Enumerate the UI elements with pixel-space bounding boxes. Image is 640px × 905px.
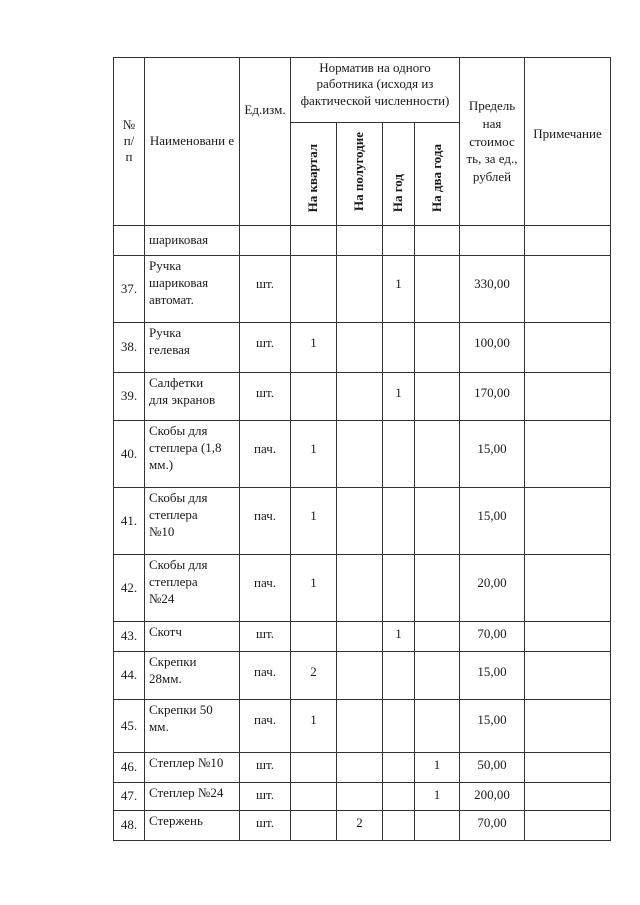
cell-price: 50,00 — [460, 753, 525, 783]
table-row — [114, 256, 611, 323]
cell-quarter: 1 — [291, 700, 337, 753]
cell-halfyear — [337, 256, 383, 323]
cell-unit: шт. — [240, 783, 291, 811]
header-year-text: На год — [390, 173, 406, 213]
cell-two-years — [415, 652, 460, 700]
cell-price: 100,00 — [460, 323, 525, 373]
cell-two-years — [415, 555, 460, 622]
cell-num: 38. — [114, 323, 145, 373]
cell-name: шариковая — [145, 226, 240, 256]
header-price — [460, 58, 525, 226]
cell-unit: шт. — [240, 753, 291, 783]
table-row — [114, 323, 611, 373]
cell-two-years — [415, 622, 460, 652]
header-year — [383, 123, 415, 226]
cell-note — [525, 323, 611, 373]
cell-num: 37. — [114, 256, 145, 323]
cell-year — [383, 652, 415, 700]
cell-note — [525, 622, 611, 652]
cell-price: 15,00 — [460, 652, 525, 700]
cell-two-years — [415, 323, 460, 373]
cell-halfyear — [337, 622, 383, 652]
cell-name: Скрепки 28мм. — [145, 652, 240, 700]
header-num-text: № п/ п — [122, 116, 136, 165]
cell-price: 15,00 — [460, 488, 525, 555]
cell-unit: пач. — [240, 421, 291, 488]
cell-two-years — [415, 488, 460, 555]
cell-note — [525, 753, 611, 783]
cell-price: 70,00 — [460, 811, 525, 841]
header-note-text: Примечание — [533, 126, 602, 141]
cell-halfyear — [337, 555, 383, 622]
cell-halfyear — [337, 753, 383, 783]
table-row — [114, 421, 611, 488]
cell-quarter — [291, 622, 337, 652]
cell-price: 70,00 — [460, 622, 525, 652]
header-quarter-text: На квартал — [305, 143, 321, 213]
cell-empty — [240, 226, 291, 256]
cell-note — [525, 373, 611, 421]
cell-year — [383, 323, 415, 373]
cell-name: Скотч — [145, 622, 240, 652]
cell-two-years — [415, 373, 460, 421]
cell-halfyear — [337, 373, 383, 421]
cell-note — [525, 783, 611, 811]
header-unit — [240, 58, 291, 226]
cell-num: 47. — [114, 783, 145, 811]
cell-num: 42. — [114, 555, 145, 622]
cell-two-years — [415, 700, 460, 753]
cell-price: 170,00 — [460, 373, 525, 421]
cell-num: 45. — [114, 700, 145, 753]
cell-quarter — [291, 811, 337, 841]
cell-name: Степлер №24 — [145, 783, 240, 811]
table-row — [114, 753, 611, 783]
table-row-continuation — [114, 226, 611, 256]
cell-two-years — [415, 421, 460, 488]
cell-quarter: 2 — [291, 652, 337, 700]
cell-price: 200,00 — [460, 783, 525, 811]
cell-empty — [337, 226, 383, 256]
cell-empty — [525, 226, 611, 256]
cell-quarter: 1 — [291, 421, 337, 488]
cell-num: 39. — [114, 373, 145, 421]
header-halfyear — [337, 123, 383, 226]
cell-note — [525, 555, 611, 622]
cell-quarter: 1 — [291, 323, 337, 373]
cell-num: 40. — [114, 421, 145, 488]
cell-num: 46. — [114, 753, 145, 783]
header-unit-text: Ед.изм. — [244, 102, 286, 117]
cell-quarter — [291, 783, 337, 811]
cell-unit: шт. — [240, 373, 291, 421]
cell-quarter: 1 — [291, 555, 337, 622]
cell-unit: пач. — [240, 488, 291, 555]
cell-unit: шт. — [240, 323, 291, 373]
header-name-text: Наименовани е — [149, 133, 235, 149]
cell-two-years: 1 — [415, 783, 460, 811]
cell-unit: пач. — [240, 555, 291, 622]
cell-num: 48. — [114, 811, 145, 841]
table-row — [114, 783, 611, 811]
table-row — [114, 373, 611, 421]
cell-name: Салфетки для экранов — [145, 373, 240, 421]
cell-year — [383, 811, 415, 841]
cell-halfyear — [337, 488, 383, 555]
cell-two-years: 1 — [415, 753, 460, 783]
cell-num — [114, 226, 145, 256]
cell-empty — [415, 226, 460, 256]
cell-name: Скобы для степлера №24 — [145, 555, 240, 622]
header-norm-group — [291, 58, 460, 123]
cell-quarter — [291, 256, 337, 323]
cell-halfyear — [337, 323, 383, 373]
cell-unit: пач. — [240, 652, 291, 700]
table-row — [114, 700, 611, 753]
header-two-years-text: На два года — [428, 144, 444, 213]
cell-year — [383, 700, 415, 753]
cell-name: Ручка гелевая — [145, 323, 240, 373]
cell-price: 15,00 — [460, 700, 525, 753]
header-name — [145, 58, 240, 226]
table-row — [114, 652, 611, 700]
cell-price: 330,00 — [460, 256, 525, 323]
cell-note — [525, 488, 611, 555]
cell-unit: шт. — [240, 622, 291, 652]
cell-name: Стержень — [145, 811, 240, 841]
cell-name: Скобы для степлера (1,8 мм.) — [145, 421, 240, 488]
cell-year: 1 — [383, 622, 415, 652]
cell-halfyear: 2 — [337, 811, 383, 841]
cell-empty — [291, 226, 337, 256]
cell-note — [525, 421, 611, 488]
cell-price: 15,00 — [460, 421, 525, 488]
cell-name: Скобы для степлера №10 — [145, 488, 240, 555]
cell-unit: шт. — [240, 811, 291, 841]
cell-unit: шт. — [240, 256, 291, 323]
cell-note — [525, 700, 611, 753]
cell-empty — [383, 226, 415, 256]
cell-halfyear — [337, 421, 383, 488]
cell-num: 43. — [114, 622, 145, 652]
cell-year — [383, 421, 415, 488]
table-row — [114, 488, 611, 555]
cell-name: Ручка шариковая автомат. — [145, 256, 240, 323]
cell-unit: пач. — [240, 700, 291, 753]
table-row — [114, 622, 611, 652]
cell-year: 1 — [383, 373, 415, 421]
cell-num: 44. — [114, 652, 145, 700]
header-quarter — [291, 123, 337, 226]
cell-num: 41. — [114, 488, 145, 555]
cell-note — [525, 256, 611, 323]
cell-quarter: 1 — [291, 488, 337, 555]
cell-empty — [460, 226, 525, 256]
cell-year — [383, 488, 415, 555]
header-price-text: Предель ная стоимос ть, за ед., рублей — [466, 98, 518, 184]
cell-price: 20,00 — [460, 555, 525, 622]
header-note — [525, 58, 611, 226]
cell-quarter — [291, 753, 337, 783]
table-row — [114, 811, 611, 841]
header-halfyear-text: На полугодие — [351, 131, 367, 211]
cell-halfyear — [337, 783, 383, 811]
table-row — [114, 555, 611, 622]
cell-halfyear — [337, 700, 383, 753]
cell-quarter — [291, 373, 337, 421]
cell-two-years — [415, 811, 460, 841]
header-norm-group-text: Норматив на одного работника (исходя из фактической численности) — [300, 60, 450, 108]
cell-year — [383, 783, 415, 811]
header-num — [114, 58, 145, 226]
norm-table — [113, 57, 611, 841]
header-two-years — [415, 123, 460, 226]
cell-two-years — [415, 256, 460, 323]
cell-note — [525, 811, 611, 841]
cell-year: 1 — [383, 256, 415, 323]
cell-halfyear — [337, 652, 383, 700]
cell-name: Скрепки 50 мм. — [145, 700, 240, 753]
cell-year — [383, 753, 415, 783]
cell-name: Степлер №10 — [145, 753, 240, 783]
cell-note — [525, 652, 611, 700]
cell-year — [383, 555, 415, 622]
